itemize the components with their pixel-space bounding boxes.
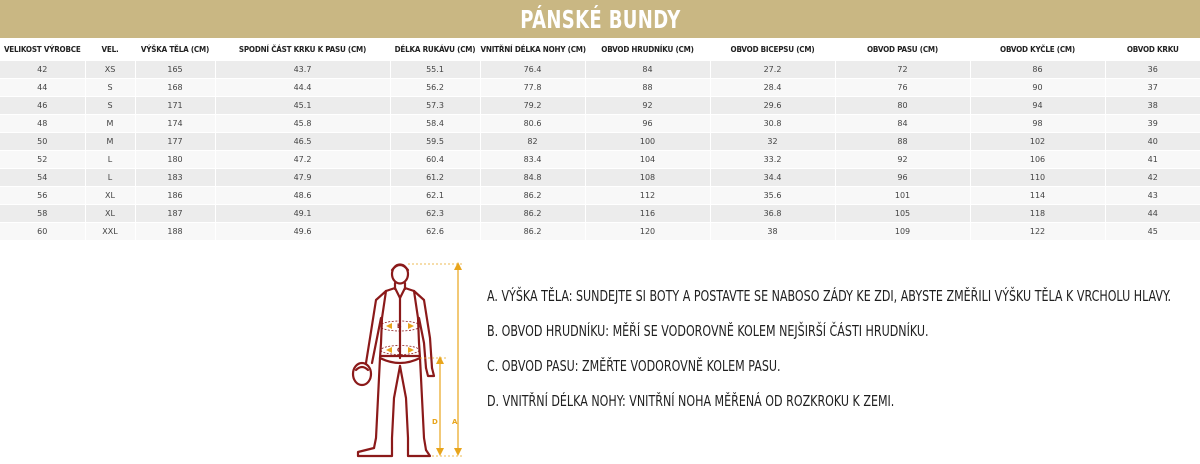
table-cell: S — [85, 97, 135, 115]
table-cell: 55.1 — [390, 60, 480, 79]
table-cell: 188 — [135, 223, 215, 241]
table-cell: 33.2 — [710, 151, 835, 169]
table-cell: 45 — [1105, 223, 1200, 241]
column-header: VÝŠKA TĚLA (CM) — [135, 39, 215, 60]
table-cell: 28.4 — [710, 79, 835, 97]
table-cell: 47.9 — [215, 169, 390, 187]
column-header: VNITŘNÍ DÉLKA NOHY (CM) — [480, 39, 585, 60]
table-cell: 57.3 — [390, 97, 480, 115]
table-cell: 60 — [0, 223, 85, 241]
table-row — [0, 60, 1200, 79]
table-cell: 62.3 — [390, 205, 480, 223]
column-header: OBVOD PASU (CM) — [835, 39, 970, 60]
table-header-row — [0, 39, 1200, 60]
table-row — [0, 223, 1200, 241]
table-cell: 72 — [835, 60, 970, 79]
table-cell: 48 — [0, 115, 85, 133]
table-cell: 56.2 — [390, 79, 480, 97]
table-cell: 59.5 — [390, 133, 480, 151]
table-cell: XXL — [85, 223, 135, 241]
table-cell: 186 — [135, 187, 215, 205]
table-cell: 60.4 — [390, 151, 480, 169]
table-cell: 118 — [970, 205, 1105, 223]
table-cell: 30.8 — [710, 115, 835, 133]
table-row — [0, 79, 1200, 97]
table-cell: 37 — [1105, 79, 1200, 97]
table-cell: 76 — [835, 79, 970, 97]
table-cell: 29.6 — [710, 97, 835, 115]
column-header: SPODNÍ ČÁST KRKU K PASU (CM) — [215, 39, 390, 60]
table-cell: 108 — [585, 169, 710, 187]
table-cell: 41 — [1105, 151, 1200, 169]
column-header: VELIKOST VÝROBCE — [0, 39, 85, 60]
table-cell: 80 — [835, 97, 970, 115]
table-cell: 165 — [135, 60, 215, 79]
column-header: OBVOD BICEPSU (CM) — [710, 39, 835, 60]
table-cell: 38 — [710, 223, 835, 241]
table-cell: 84 — [585, 60, 710, 79]
table-cell: 180 — [135, 151, 215, 169]
table-cell: 92 — [585, 97, 710, 115]
table-cell: 114 — [970, 187, 1105, 205]
table-cell: L — [85, 151, 135, 169]
table-cell: 88 — [835, 133, 970, 151]
table-cell: 43.7 — [215, 60, 390, 79]
table-cell: 84 — [835, 115, 970, 133]
table-row — [0, 133, 1200, 151]
table-cell: 34.4 — [710, 169, 835, 187]
table-cell: XL — [85, 205, 135, 223]
table-cell: 45.8 — [215, 115, 390, 133]
column-header: VEL. — [85, 39, 135, 60]
table-cell: 100 — [585, 133, 710, 151]
label-b: B — [397, 323, 402, 330]
table-cell: 50 — [0, 133, 85, 151]
table-cell: 86 — [970, 60, 1105, 79]
table-cell: 82 — [480, 133, 585, 151]
table-cell: 61.2 — [390, 169, 480, 187]
table-cell: 174 — [135, 115, 215, 133]
table-cell: 104 — [585, 151, 710, 169]
table-cell: 80.6 — [480, 115, 585, 133]
table-cell: 101 — [835, 187, 970, 205]
column-header: OBVOD HRUDNÍKU (CM) — [585, 39, 710, 60]
table-cell: 62.1 — [390, 187, 480, 205]
table-cell: 106 — [970, 151, 1105, 169]
table-cell: 62.6 — [390, 223, 480, 241]
table-cell: 49.6 — [215, 223, 390, 241]
table-cell: 120 — [585, 223, 710, 241]
table-cell: 116 — [585, 205, 710, 223]
table-cell: 86.2 — [480, 223, 585, 241]
label-d: D — [432, 418, 438, 426]
table-cell: 77.8 — [480, 79, 585, 97]
column-header: OBVOD KYČLE (CM) — [970, 39, 1105, 60]
table-cell: 79.2 — [480, 97, 585, 115]
table-cell: 168 — [135, 79, 215, 97]
table-cell: 171 — [135, 97, 215, 115]
table-cell: 44.4 — [215, 79, 390, 97]
table-cell: 36 — [1105, 60, 1200, 79]
table-cell: S — [85, 79, 135, 97]
table-cell: 46 — [0, 97, 85, 115]
table-row — [0, 97, 1200, 115]
table-row — [0, 151, 1200, 169]
size-table — [0, 39, 1200, 240]
table-cell: M — [85, 133, 135, 151]
table-cell: 96 — [585, 115, 710, 133]
table-cell: 44 — [1105, 205, 1200, 223]
note-chest: B. OBVOD HRUDNÍKU: MĚŘÍ SE VODOROVNĚ KOLEM NEJŠIRŠÍ ČÁSTI HRUDNÍKU. — [487, 322, 929, 340]
table-cell: 48.6 — [215, 187, 390, 205]
table-cell: L — [85, 169, 135, 187]
table-row — [0, 205, 1200, 223]
table-cell: 58.4 — [390, 115, 480, 133]
table-cell: 76.4 — [480, 60, 585, 79]
table-cell: 36.8 — [710, 205, 835, 223]
table-cell: 47.2 — [215, 151, 390, 169]
table-cell: 187 — [135, 205, 215, 223]
table-body — [0, 60, 1200, 240]
table-cell: 86.2 — [480, 187, 585, 205]
table-cell: 43 — [1105, 187, 1200, 205]
table-cell: 49.1 — [215, 205, 390, 223]
measuring-figure-icon — [348, 258, 473, 458]
table-cell: 27.2 — [710, 60, 835, 79]
table-cell: 183 — [135, 169, 215, 187]
table-cell: 94 — [970, 97, 1105, 115]
measurement-guide — [0, 250, 1200, 464]
table-cell: 122 — [970, 223, 1105, 241]
table-cell: 45.1 — [215, 97, 390, 115]
table-cell: 52 — [0, 151, 85, 169]
table-cell: 54 — [0, 169, 85, 187]
table-cell: 46.5 — [215, 133, 390, 151]
label-c: C — [397, 347, 402, 354]
table-cell: 39 — [1105, 115, 1200, 133]
table-cell: XL — [85, 187, 135, 205]
table-cell: 96 — [835, 169, 970, 187]
table-cell: 92 — [835, 151, 970, 169]
table-cell: 56 — [0, 187, 85, 205]
table-cell: 42 — [1105, 169, 1200, 187]
table-cell: 98 — [970, 115, 1105, 133]
table-cell: 105 — [835, 205, 970, 223]
title-banner — [0, 0, 1200, 38]
column-header: DÉLKA RUKÁVU (CM) — [390, 39, 480, 60]
table-cell: 38 — [1105, 97, 1200, 115]
table-cell: 110 — [970, 169, 1105, 187]
table-cell: 86.2 — [480, 205, 585, 223]
table-cell: 88 — [585, 79, 710, 97]
note-height: A. VÝŠKA TĚLA: SUNDEJTE SI BOTY A POSTAVTE SE NABOSO ZÁDY KE ZDI, ABYSTE ZMĚŘILI VÝŠKU TĚLA K VRCHOLU HLAVY. — [487, 287, 1172, 305]
table-cell: 58 — [0, 205, 85, 223]
table-cell: 112 — [585, 187, 710, 205]
table-cell: 40 — [1105, 133, 1200, 151]
table-cell: M — [85, 115, 135, 133]
table-cell: 109 — [835, 223, 970, 241]
column-header: OBVOD KRKU — [1105, 39, 1200, 60]
table-cell: 35.6 — [710, 187, 835, 205]
table-cell: 44 — [0, 79, 85, 97]
table-cell: 84.8 — [480, 169, 585, 187]
table-row — [0, 115, 1200, 133]
label-a: A — [452, 418, 458, 426]
measurement-notes — [487, 286, 1187, 411]
note-waist: C. OBVOD PASU: ZMĚŘTE VODOROVNĚ KOLEM PASU. — [487, 357, 781, 375]
table-cell: 83.4 — [480, 151, 585, 169]
table-row — [0, 169, 1200, 187]
table-cell: 90 — [970, 79, 1105, 97]
table-cell: XS — [85, 60, 135, 79]
table-cell: 42 — [0, 60, 85, 79]
table-cell: 177 — [135, 133, 215, 151]
table-cell: 102 — [970, 133, 1105, 151]
note-inseam: D. VNITŘNÍ DÉLKA NOHY: VNITŘNÍ NOHA MĚŘENÁ OD ROZKROKU K ZEMI. — [487, 392, 895, 410]
table-row — [0, 187, 1200, 205]
page-title: PÁNSKÉ BUNDY — [519, 4, 681, 34]
table-cell: 32 — [710, 133, 835, 151]
